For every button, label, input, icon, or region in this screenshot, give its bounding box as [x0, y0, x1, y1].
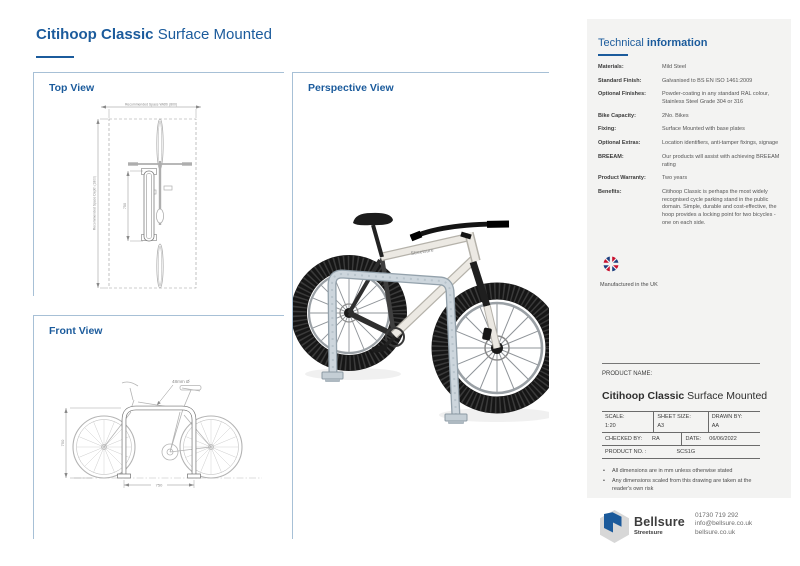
product-name-regular: Surface Mounted: [684, 390, 768, 402]
spec-value: Powder-coating in any standard RAL colour, Stainless Steel Grade 304 or 316: [662, 91, 770, 106]
scale-value: 1:20: [605, 423, 616, 429]
spec-label: Benefits:: [598, 188, 622, 195]
front-view-drawing: [34, 316, 284, 539]
bullet-glyph: •: [603, 477, 605, 484]
spec-value: Two years: [662, 175, 688, 182]
product-no-label: PRODUCT NO. :: [605, 449, 647, 455]
perspective-view-panel: [292, 72, 549, 539]
front-view-label: Front View: [49, 325, 103, 337]
spec-list: [598, 64, 784, 233]
top-view-width-dim-label: Recommended Space Width (800): [124, 102, 178, 107]
drawn-by-cell: [708, 412, 760, 432]
sheet-size-label: SHEET SIZE:: [657, 414, 691, 420]
spec-row: [598, 64, 784, 72]
spec-value: Surface Mounted with base plates: [662, 126, 745, 133]
perspective-view-label: Perspective View: [308, 82, 394, 94]
spec-row: [598, 189, 784, 227]
technical-heading-underline: [598, 54, 628, 56]
page-title-bold: Citihoop Classic: [36, 26, 154, 43]
uk-flag-roundel-icon: [600, 252, 623, 277]
spec-label: Standard Finish:: [598, 77, 642, 84]
top-view-drawing: [34, 73, 284, 296]
product-block: [602, 363, 768, 496]
spec-value: Citihoop Classic is perhaps the most widely recognised cycle parking stand in the public domain. Simple, durable and cost-effective, the hoop provides a locking point for two bicycles - one on each side.: [662, 188, 777, 226]
spec-label: Bike Capacity:: [598, 112, 636, 119]
contact-phone: 01730 719 292: [695, 512, 739, 519]
page-title-regular: Surface Mounted: [153, 26, 272, 43]
top-view-label: Top View: [49, 82, 95, 94]
table-row-1: [602, 412, 760, 433]
note-item: [602, 478, 760, 494]
table-row-2: [602, 433, 760, 446]
perspective-render: [293, 73, 549, 539]
spec-value: Mild Steel: [662, 64, 687, 70]
front-view-height-dim-label: 750: [60, 439, 65, 447]
spec-value: 2No. Bikes: [662, 112, 689, 119]
checked-by-label: CHECKED BY:: [605, 436, 642, 442]
top-view-depth-dim-label: Recommended Space Depth (1800): [92, 175, 97, 231]
sheet-size-value: A3: [657, 423, 665, 429]
technical-info-panel: [587, 19, 791, 498]
contact-email: info@bellsure.co.uk: [695, 520, 753, 528]
bullet-glyph: •: [603, 468, 605, 474]
bellsure-logo-icon: [598, 508, 631, 545]
product-name: [602, 390, 768, 402]
technical-heading-bold: information: [646, 37, 708, 49]
front-view-width-dim-label: 750: [155, 482, 163, 488]
product-table: [602, 411, 760, 459]
product-divider: [602, 363, 760, 364]
front-view-tube-dim-label: 48mm Ø: [172, 379, 190, 384]
footer-brand-block: [598, 506, 792, 556]
spec-row: [598, 175, 784, 183]
spec-label: Optional Extras:: [598, 140, 641, 147]
brand-text: [634, 515, 685, 536]
notes-list: [602, 468, 760, 494]
table-row-3: [602, 446, 760, 459]
brand-name: Bellsure: [634, 515, 685, 529]
bike-decal-text: Streetsure: [410, 247, 435, 257]
technical-heading: [598, 37, 707, 49]
spec-value: Our products will assist with achieving BREEAM rating: [662, 153, 780, 168]
front-view-panel: [33, 315, 284, 539]
date-cell: [681, 433, 760, 445]
date-value: 06/06/2022: [709, 436, 737, 442]
spec-label: Materials:: [598, 64, 624, 70]
spec-row: [598, 140, 784, 148]
spec-row: [598, 126, 784, 134]
note-text: Any dimensions scaled from this drawing are taken at the reader's own risk: [612, 477, 752, 492]
checked-by-cell: [602, 433, 681, 445]
spec-value: Location identifiers, anti-tamper fixings, signage: [662, 140, 779, 147]
top-view-hoop-dim-label: 750: [123, 202, 128, 210]
technical-heading-regular: Technical: [598, 37, 647, 49]
date-label: DATE:: [685, 436, 702, 442]
contact-website: bellsure.co.uk: [695, 528, 736, 536]
sheet-size-cell: [653, 412, 707, 432]
drawn-by-value: AA: [711, 423, 720, 429]
spec-value: Galvanised to BS EN ISO 1461:2009: [662, 77, 753, 84]
spec-row: [598, 113, 784, 121]
scale-label: SCALE:: [605, 414, 625, 420]
title-underline: [36, 56, 74, 58]
page-title: [36, 26, 272, 43]
note-text: All dimensions are in mm unless otherwise stated: [612, 468, 733, 474]
spec-row: [598, 154, 784, 169]
spec-label: BREEAM:: [598, 153, 624, 160]
spec-row: [598, 91, 784, 106]
contact-info: [695, 512, 752, 537]
spec-label: Product Warranty:: [598, 175, 646, 182]
checked-by-value: RA: [651, 436, 660, 442]
top-view-panel: [33, 72, 284, 296]
product-name-bold: Citihoop Classic: [602, 390, 685, 402]
product-name-label: PRODUCT NAME:: [602, 371, 653, 377]
scale-cell: [602, 412, 653, 432]
product-no-cell: [602, 446, 698, 458]
spec-label: Optional Finishes:: [598, 91, 646, 98]
drawn-by-label: DRAWN BY:: [711, 414, 743, 420]
made-in-uk-text: Manufactured in the UK: [600, 282, 658, 288]
spec-label: Fixing:: [598, 126, 617, 133]
spec-row: [598, 78, 784, 86]
brand-sub-name: Streetsure: [634, 530, 663, 536]
note-item: [602, 468, 760, 476]
product-no-value: SCS1G: [676, 449, 696, 455]
